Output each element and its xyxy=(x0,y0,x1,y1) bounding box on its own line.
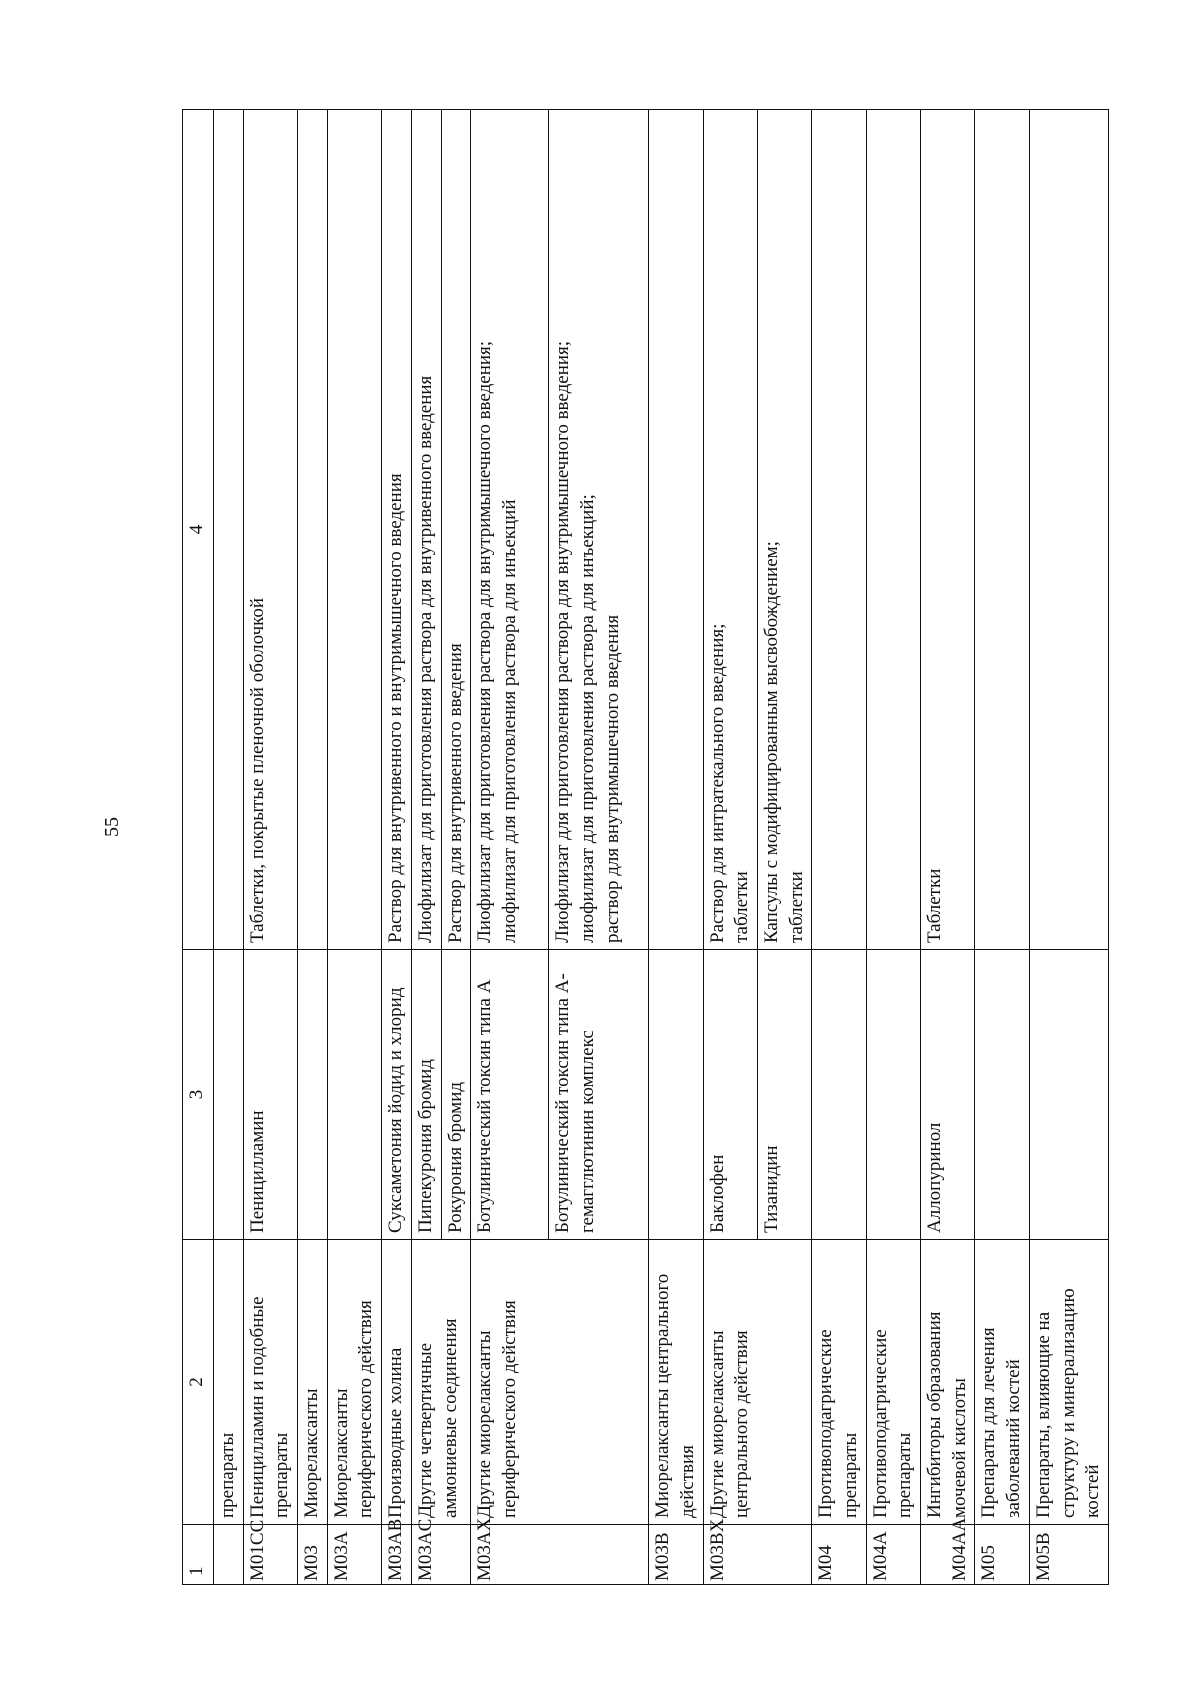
group-cell: Другие четвертичные аммониевые соединения xyxy=(411,1240,470,1525)
form-cell: Раствор для внутривенного введения xyxy=(441,110,471,950)
code-cell: M03BX xyxy=(703,1525,812,1585)
code-cell: M03B xyxy=(649,1525,703,1585)
table-row xyxy=(214,110,244,1585)
group-cell: Пеницилламин и подобные препараты xyxy=(243,1240,297,1525)
group-cell: Миорелаксанты xyxy=(298,1240,328,1525)
substance-cell: Пеницилламин xyxy=(243,950,297,1240)
substance-cell: Аллопуринол xyxy=(921,950,975,1240)
substance-cell xyxy=(298,950,328,1240)
substance-cell: Ботулинический токсин типа А xyxy=(471,950,549,1240)
code-cell: M03A xyxy=(327,1525,381,1585)
table-row xyxy=(866,110,920,1585)
substance-cell xyxy=(812,950,866,1240)
substance-cell: Пипекурония бромид xyxy=(411,950,441,1240)
form-cell xyxy=(649,110,703,950)
header-row xyxy=(183,110,214,1585)
code-cell: M03AC xyxy=(411,1525,470,1585)
form-cell xyxy=(975,110,1029,950)
code-cell xyxy=(214,1525,244,1585)
code-cell: M04 xyxy=(812,1525,866,1585)
substance-cell: Ботулинический токсин типа А-гемагглютинин комплекс xyxy=(549,950,649,1240)
group-cell: Производные холина xyxy=(382,1240,412,1525)
group-cell: Другие миорелаксанты периферического действия xyxy=(471,1240,649,1525)
form-line: лиофилизат для приготовления раствора для инъекций; xyxy=(576,494,598,943)
table-row xyxy=(411,110,441,1585)
code-cell: M05 xyxy=(975,1525,1029,1585)
form-line: Раствор для интратекального введения; xyxy=(706,623,728,943)
form-line: таблетки xyxy=(731,871,753,943)
table-row xyxy=(471,110,549,1585)
table-row xyxy=(1029,110,1108,1585)
substance-cell xyxy=(214,950,244,1240)
substance-cell xyxy=(975,950,1029,1240)
group-cell: Препараты для лечения заболеваний костей xyxy=(975,1240,1029,1525)
table-row xyxy=(921,110,975,1585)
code-cell: M01CC xyxy=(243,1525,297,1585)
rotated-table xyxy=(182,110,1104,1585)
code-cell: M04A xyxy=(866,1525,920,1585)
table-row xyxy=(975,110,1029,1585)
group-cell: Миорелаксанты периферического действия xyxy=(327,1240,381,1525)
group-cell: Противоподагрические препараты xyxy=(866,1240,920,1525)
group-cell: препараты xyxy=(214,1240,244,1525)
group-cell: Препараты, влияющие на структуру и минерализацию костей xyxy=(1029,1240,1108,1525)
group-cell: Противоподагрические препараты xyxy=(812,1240,866,1525)
table-row xyxy=(327,110,381,1585)
header-col-2: 2 xyxy=(183,1240,214,1525)
form-cell xyxy=(214,110,244,950)
substance-cell: Тизанидин xyxy=(757,950,811,1240)
code-cell: M03 xyxy=(298,1525,328,1585)
form-cell xyxy=(757,110,811,950)
code-cell: M03AX xyxy=(471,1525,649,1585)
code-cell: M05B xyxy=(1029,1525,1108,1585)
form-cell: Таблетки xyxy=(921,110,975,950)
page-number: 55 xyxy=(101,817,123,837)
form-cell xyxy=(327,110,381,950)
table-row xyxy=(703,110,757,1585)
code-cell: M03AB xyxy=(382,1525,412,1585)
form-cell xyxy=(866,110,920,950)
header-col-1: 1 xyxy=(183,1525,214,1585)
substance-cell: Рокурония бромид xyxy=(441,950,471,1240)
form-cell xyxy=(1029,110,1108,950)
form-line: Капсулы с модифицированным высвобождением; xyxy=(760,541,782,943)
substance-cell xyxy=(327,950,381,1240)
form-cell xyxy=(298,110,328,950)
header-col-3: 3 xyxy=(183,950,214,1240)
form-line: Лиофилизат для приготовления раствора для внутримышечного введения; xyxy=(552,340,574,943)
form-cell: Таблетки, покрытые пленочной оболочкой xyxy=(243,110,297,950)
form-cell: Лиофилизат для приготовления раствора для внутривенного введения xyxy=(411,110,441,950)
form-line: лиофилизат для приготовления раствора для инъекций xyxy=(498,499,520,943)
code-cell: M04AA xyxy=(921,1525,975,1585)
form-cell xyxy=(471,110,549,950)
form-cell xyxy=(703,110,757,950)
table-row xyxy=(243,110,297,1585)
form-line: раствор для внутримышечного введения xyxy=(601,614,623,943)
form-line: таблетки xyxy=(785,871,807,943)
substance-cell xyxy=(649,950,703,1240)
substance-cell xyxy=(1029,950,1108,1240)
group-cell: Другие миорелаксанты центрального действия xyxy=(703,1240,812,1525)
table-row xyxy=(298,110,328,1585)
table-row xyxy=(812,110,866,1585)
substance-cell: Суксаметония йодид и хлорид xyxy=(382,950,412,1240)
substance-cell xyxy=(866,950,920,1240)
form-cell xyxy=(549,110,649,950)
substance-cell: Баклофен xyxy=(703,950,757,1240)
group-cell: Ингибиторы образования мочевой кислоты xyxy=(921,1240,975,1525)
drug-table xyxy=(182,109,1109,1585)
table-row xyxy=(382,110,412,1585)
form-line: Лиофилизат для приготовления раствора для внутримышечного введения; xyxy=(474,340,496,943)
table-row xyxy=(649,110,703,1585)
table-container xyxy=(180,110,1104,1590)
group-cell: Миорелаксанты центрального действия xyxy=(649,1240,703,1525)
header-col-4: 4 xyxy=(183,110,214,950)
form-cell: Раствор для внутривенного и внутримышечного введения xyxy=(382,110,412,950)
form-cell xyxy=(812,110,866,950)
